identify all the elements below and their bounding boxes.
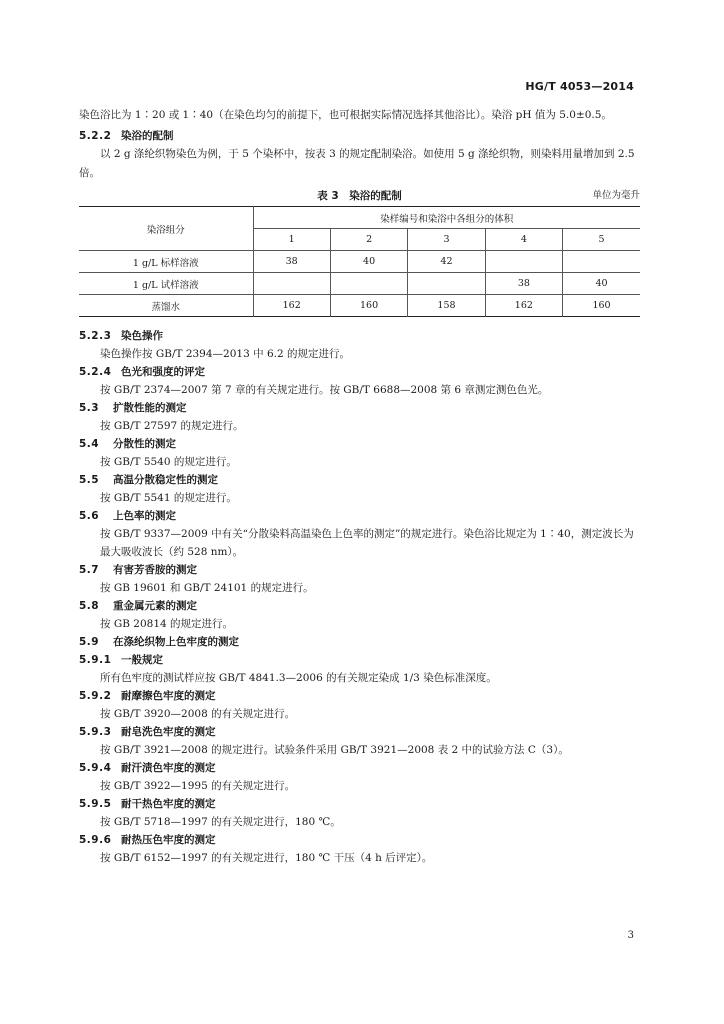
section-number: 5.6: [79, 510, 100, 522]
section-body-5-9-3: 按 GB/T 3921—2008 的规定进行。试验条件采用 GB/T 3921—2008 表 2 中的试验方法 C（3）。: [100, 744, 569, 756]
table-cell: [408, 273, 485, 295]
dye-bath-table: [79, 206, 640, 317]
row-label: 蒸馏水: [79, 295, 253, 317]
section-number: 5.9.3: [79, 726, 112, 738]
page-number: 3: [627, 930, 634, 941]
section-title: 重金属元素的测定: [113, 600, 197, 612]
section-body-5-8: 按 GB 20814 的规定进行。: [100, 618, 234, 630]
sample-number: 2: [330, 229, 407, 251]
section-body-5-9-2: 按 GB/T 3920—2008 的有关规定进行。: [100, 708, 296, 720]
table-title: 表 3 染浴的配制: [317, 190, 402, 202]
section-body-5-4: 按 GB/T 5540 的规定进行。: [100, 456, 237, 468]
table-cell: 42: [408, 251, 485, 273]
table-cell: 40: [330, 251, 407, 273]
section-number: 5.9.1: [79, 654, 112, 666]
section-title: 高温分散稳定性的测定: [113, 474, 218, 486]
section-title: 一般规定: [121, 654, 163, 666]
section-body-5-7: 按 GB 19601 和 GB/T 24101 的规定进行。: [100, 582, 314, 594]
section-heading-5-5: [79, 471, 640, 489]
table-row: [79, 251, 640, 273]
header-group: 染样编号和染浴中各组分的体积: [253, 207, 640, 229]
table-cell: [330, 273, 407, 295]
section-number: 5.9.4: [79, 762, 112, 774]
section-number: 5.9: [79, 636, 100, 648]
section-heading-5-2-4: [79, 363, 640, 381]
table-cell: [563, 251, 640, 273]
section-title: 扩散性能的测定: [113, 402, 187, 414]
section-heading-5-4: [79, 435, 640, 453]
section-heading-5-3: [79, 399, 640, 417]
page-content: [79, 106, 640, 867]
section-heading-5-7: [79, 561, 640, 579]
section-body-5-6: 按 GB/T 9337—2009 中有关“分散染料高温染色上色率的测定”的规定进行。染色浴比规定为 1∶40，测定波长为最大吸收波长（约 528 nm）。: [100, 528, 634, 558]
table-caption: [79, 186, 640, 206]
section-heading-5-9: [79, 633, 640, 651]
table-cell: 160: [330, 295, 407, 317]
section-title: 上色率的测定: [113, 510, 176, 522]
section-number: 5.2.2: [79, 130, 112, 142]
section-heading-5-9-6: [79, 831, 640, 849]
section-list: [79, 327, 640, 867]
table-cell: 158: [408, 295, 485, 317]
table-cell: 160: [563, 295, 640, 317]
section-body-5-3: 按 GB/T 27597 的规定进行。: [100, 420, 244, 432]
section-heading-5-6: [79, 507, 640, 525]
table-unit: 单位为毫升: [592, 190, 640, 201]
section-body-5-2-3: 染色操作按 GB/T 2394—2013 中 6.2 的规定进行。: [100, 348, 350, 360]
section-title: 色光和强度的评定: [121, 366, 205, 378]
section-title: 染浴的配制: [121, 130, 174, 142]
section-heading-5-9-1: [79, 651, 640, 669]
table-cell: [253, 273, 330, 295]
section-body-5-5: 按 GB/T 5541 的规定进行。: [100, 492, 237, 504]
section-number: 5.2.4: [79, 366, 112, 378]
section-title: 耐热压色牢度的测定: [121, 834, 216, 846]
section-number: 5.9.6: [79, 834, 112, 846]
table-cell: 162: [485, 295, 562, 317]
section-heading-5-9-3: [79, 723, 640, 741]
section-title: 有害芳香胺的测定: [113, 564, 197, 576]
section-title: 耐摩擦色牢度的测定: [121, 690, 216, 702]
header-component: 染浴组分: [79, 207, 253, 251]
intro-paragraph: 染色浴比为 1∶20 或 1∶40（在染色均匀的前提下，也可根据实际情况选择其他浴比）。染浴 pH 值为 5.0±0.5。: [79, 109, 612, 121]
section-title: 耐干热色牢度的测定: [121, 798, 216, 810]
sample-number: 1: [253, 229, 330, 251]
section-body-5-2-2: 以 2 g 涤纶织物染色为例，于 5 个染杯中，按表 3 的规定配制染浴。如使用 5 g 涤纶织物，则染料用量增加到 2.5 倍。: [79, 148, 635, 179]
section-body-5-9-6: 按 GB/T 6152—1997 的有关规定进行，180 ℃ 干压（4 h 后评定）。: [100, 852, 433, 864]
section-number: 5.3: [79, 402, 100, 414]
section-number: 5.7: [79, 564, 100, 576]
section-body-5-2-4: 按 GB/T 2374—2007 第 7 章的有关规定进行。按 GB/T 6688—2008 第 6 章测定测色色光。: [100, 384, 549, 396]
section-body-5-9-4: 按 GB/T 3922—1995 的有关规定进行。: [100, 780, 296, 792]
table-cell: 38: [485, 273, 562, 295]
table-row: [79, 273, 640, 295]
section-heading-5-2-3: [79, 327, 640, 345]
section-title: 分散性的测定: [113, 438, 176, 450]
section-title: 在涤纶织物上色牢度的测定: [113, 636, 239, 648]
row-label: 1 g/L 试样溶液: [79, 273, 253, 295]
section-title: 染色操作: [121, 330, 163, 342]
table-cell: 40: [563, 273, 640, 295]
sample-number: 5: [563, 229, 640, 251]
section-number: 5.2.3: [79, 330, 112, 342]
table-header-row: [79, 207, 640, 229]
section-body-5-9-5: 按 GB/T 5718—1997 的有关规定进行，180 ℃。: [100, 816, 341, 828]
section-number: 5.8: [79, 600, 100, 612]
section-body-5-9-1: 所有色牢度的测试样应按 GB/T 4841.3—2006 的有关规定染成 1/3 染色标准深度。: [100, 672, 497, 684]
section-number: 5.9.2: [79, 690, 112, 702]
table-cell: [485, 251, 562, 273]
section-heading-5-9-2: [79, 687, 640, 705]
section-number: 5.5: [79, 474, 100, 486]
sample-number: 4: [485, 229, 562, 251]
section-title: 耐汗渍色牢度的测定: [121, 762, 216, 774]
section-heading-5-8: [79, 597, 640, 615]
section-number: 5.4: [79, 438, 100, 450]
section-title: 耐皂洗色牢度的测定: [121, 726, 216, 738]
row-label: 1 g/L 标样溶液: [79, 251, 253, 273]
section-heading-5-9-5: [79, 795, 640, 813]
table-cell: 162: [253, 295, 330, 317]
sample-number: 3: [408, 229, 485, 251]
table-row: [79, 295, 640, 317]
section-heading-5-2-2: [79, 127, 640, 145]
standard-code: HG/T 4053—2014: [525, 80, 634, 93]
table-cell: 38: [253, 251, 330, 273]
section-heading-5-9-4: [79, 759, 640, 777]
section-number: 5.9.5: [79, 798, 112, 810]
